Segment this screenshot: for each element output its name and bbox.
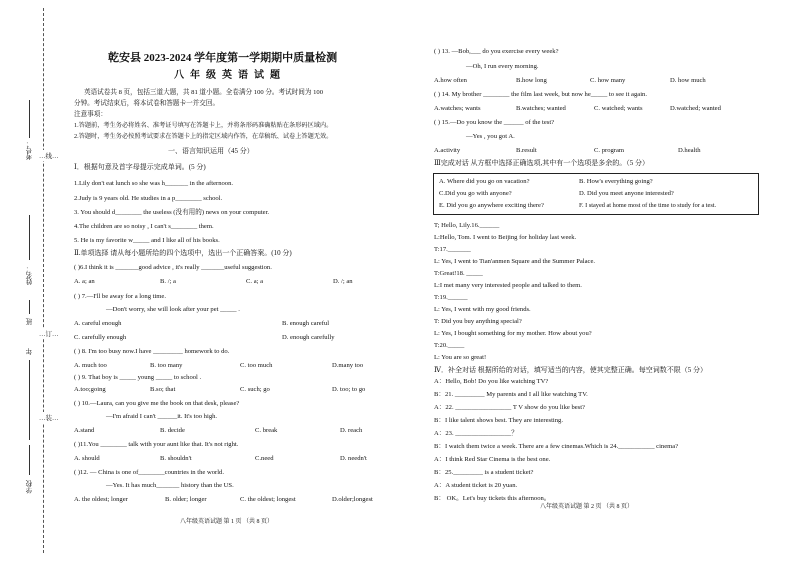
q14-option-a: A.watches; wants [434,105,481,112]
notice-2: 2.答题时，考生务必按照考试要求在答题卡上的指定区域内作答，在草稿纸、试卷上答题无效。 [74,133,333,140]
dialogue-2-line-6: B：I watch them twice a week. There are a few cinemas.Which is 24.___________ cinema? [434,443,679,450]
q10-option-a: A.stand [74,427,95,434]
question-3: 3. You should d________ the useless (没有用的) news on your computer. [74,209,270,216]
q6-option-b: B. /; a [160,278,176,285]
class-label: 班 [27,318,34,325]
page-2-footer: 八年级英语试题 第 2 页 （共 8 页） [540,504,634,510]
q10-option-d: D. reach [340,427,363,434]
q13-option-b: B.how long [516,77,547,84]
q15-option-b: B.result [516,147,537,154]
dialogue-2-line-7: A：I think Red Star Cinema is the best one. [434,456,551,463]
dialogue-2-line-2: B：21. _________ My parents and I all like watching TV. [434,391,588,398]
q6-option-d: D. /; an [333,278,353,285]
exam-number-label: 考号： [27,140,34,160]
q6-option-c: C. a; a [246,278,264,285]
question-14: ( ) 14. My brother ________ the film last week, but now he_____ to see it again. [434,91,647,98]
q8-option-c: C. too much [240,362,273,369]
page-1-footer: 八年级英语试题 第 1 页 （共 8 页） [180,519,274,525]
question-15: ( ) 15.—Do you know the ______ of the test? [434,119,555,126]
dialogue-1-line-7: T:19.______ [434,294,468,301]
dialogue-1-line-5: T:Great!18. _____ [434,270,483,277]
box-option-c: C.Did you go with anyone? [439,190,512,197]
question-10-reply: —I'm afraid I can't ______it. It's too high. [106,413,218,420]
q10-option-c: C. break [255,427,278,434]
question-1: 1.Lily don't eat lunch so she was h_______ in the afternoon. [74,180,234,187]
box-option-a: A. Where did you go on vacation? [439,178,530,185]
question-9: ( ) 9. That boy is _____ young _____ to school . [74,374,202,381]
exam-number-blank [29,100,30,138]
box-option-e: E. Did you go anywhere exciting there? [439,202,544,209]
q12-option-d: D.older;longest [332,496,373,503]
question-12: ( )12. — China is one of________countries in the world. [74,469,224,476]
dialogue-1-line-6: L:I met many very interested people and talked to them. [434,282,582,289]
question-8: ( ) 8. I'm too busy now.I have _________ homework to do. [74,348,230,355]
exam-subtitle: 八年级英语试题 [174,70,286,81]
q7-option-b: B. enough careful [282,320,330,327]
q9-option-d: D. too; to go [332,386,366,393]
question-13-reply: —Oh, I run every morning. [466,63,539,70]
question-6: ( )6.I think it is _______good advice , it's really _______useful suggestion. [74,264,272,271]
dialogue-1-line-9: T: Did you buy anything special? [434,318,522,325]
dialogue-1-line-10: L: Yes, I bought something for my mother. How about you? [434,330,592,337]
q11-option-c: C.need [255,455,274,462]
q14-option-d: D.watched; wanted [670,105,721,112]
q14-option-c: C. watched; wants [594,105,643,112]
grade-label: 年 [27,348,34,355]
part-3-heading: Ⅲ完成对话 从方框中选择正确选项,其中有一个选项是多余的。（5 分） [434,159,649,167]
page-2-dialogues [430,0,770,561]
question-13: ( ) 13. —Bob,___ do you exercise every week? [434,48,559,55]
dialogue-1-line-1: T; Hello, Lily.16.______ [434,222,500,229]
q8-option-b: B. too many [150,362,183,369]
q6-option-a: A. a; an [74,278,95,285]
q12-option-b: B. older; longer [165,496,207,503]
dialogue-1-line-12: L: You are so great! [434,354,487,361]
part-1-heading: Ⅰ．根据句意及首字母提示完成单词。(5 分) [74,163,206,171]
q9-option-a: A.too;going [74,386,106,393]
margin-mark-bind: …订… [39,328,59,339]
q11-option-d: D. needn't [340,455,367,462]
exam-title: 乾安县 2023-2024 学年度第一学期期中质量检测 [108,52,338,64]
question-4: 4.The children are so noisy , I can't s________ them. [74,223,214,230]
name-label: 姓名： [27,265,34,285]
box-option-d: D. Did you meet anyone interested? [579,190,674,197]
dialogue-1-line-8: L: Yes, I went with my good friends. [434,306,531,313]
question-15-reply: —Yes , you got A. [466,133,515,140]
q11-option-a: A. should [74,455,100,462]
binding-margin [0,0,62,561]
q8-option-a: A. much too [74,362,107,369]
part-4-heading: Ⅳ．补全对话 根据所给的对话，填写适当的内容，使其完整正确。每空词数不限（5 分） [434,366,707,374]
section-1-heading: 一、语言知识运用（45 分） [168,147,254,155]
page-1 [70,0,390,561]
dialogue-2-line-3: A：22. _________________ T V show do you like best? [434,404,585,411]
dialogue-2-line-1: A：Hello, Bob! Do you like watching TV? [434,378,549,385]
q12-option-c: C. the oldest; longest [240,496,296,503]
q7-option-a: A. careful enough [74,320,122,327]
dialogue-2-line-9: A：A student ticket is 20 yuan. [434,482,518,489]
intro-line-2: 分钟。考试结束后，将本试卷和答题卡一并交回。 [74,100,220,107]
dialogue-2-line-5: A：23. _________________？ [434,430,518,437]
q10-option-b: B. decide [160,427,185,434]
dialogue-1-line-11: T:20._____ [434,342,465,349]
class-blank [29,300,30,314]
q13-option-c: C. how many [590,77,626,84]
q15-option-c: C. program [594,147,625,154]
q7-option-d: D. enough carefully [282,334,335,341]
q9-option-c: C. such; go [240,386,270,393]
q12-option-a: A. the oldest; longer [74,496,128,503]
question-12-reply: —Yes. It has much_______ history than the US. [106,482,234,489]
box-option-b: B. How's everything going? [579,178,653,185]
q14-option-b: B.watches; wanted [516,105,566,112]
school-blank [29,445,30,475]
question-5: 5. He is my favorite w_____ and I like all of his books. [74,237,220,244]
grade-blank [29,360,30,440]
name-blank [29,215,30,260]
question-7-reply: —Don't worry, she will look after your pet _____ . [106,306,240,313]
q13-option-a: A.how often [434,77,467,84]
q8-option-d: D.many too [332,362,364,369]
cut-line [43,8,44,553]
dialogue-2-line-10: B： OK。Let's buy tickets this afternoon。 [434,495,551,502]
part-2-heading: Ⅱ.单项选择 请从每小题所给的四个选项中，选出一个正确答案。(10 分) [74,249,292,257]
question-2: 2.Judy is 9 years old. He studies in a p________ school. [74,195,223,202]
question-11: ( )11.You ________ talk with your aunt like that. It's not right. [74,441,239,448]
notice-1: 1.答题前，考生务必将姓名、准考证号填写在答题卡上，并将条形码准确粘贴在条形码区域内。 [74,122,333,129]
margin-mark-line: …线… [39,150,59,161]
margin-mark-seal: …装… [39,412,59,423]
dialogue-2-line-8: B：25._________ is a student ticket? [434,469,534,476]
q15-option-d: D.health [678,147,701,154]
q9-option-b: B.so; that [150,386,176,393]
box-option-f: F. I stayed at home most of the time to study for a test. [579,202,717,209]
q13-option-d: D. how much [670,77,706,84]
dialogue-1-line-3: T:17._______ [434,246,471,253]
dialogue-1-line-4: L: Yes, I went to Tian'anmen Square and the Summer Palace. [434,258,596,265]
question-7: ( ) 7.—I'll be away for a long time. [74,293,167,300]
q7-option-c: C. carefully enough [74,334,127,341]
dialogue-1-line-2: L:Hello, Tom. I went to Beijing for holiday last week. [434,234,577,241]
dialogue-2-line-4: B：I like talent shows best. They are interesting. [434,417,563,424]
q11-option-b: B. shouldn't [160,455,192,462]
intro-line-1: 英语试卷共 8 页，包括三道大题，共 81 道小题。全卷满分 100 分。考试时间为 100 [84,89,324,96]
q15-option-a: A.activity [434,147,461,154]
notice-heading: 注意事项： [74,111,107,118]
question-10: ( ) 10.—Laura, can you give me the book on that desk, please? [74,400,240,407]
school-label: 学校 [27,480,34,494]
